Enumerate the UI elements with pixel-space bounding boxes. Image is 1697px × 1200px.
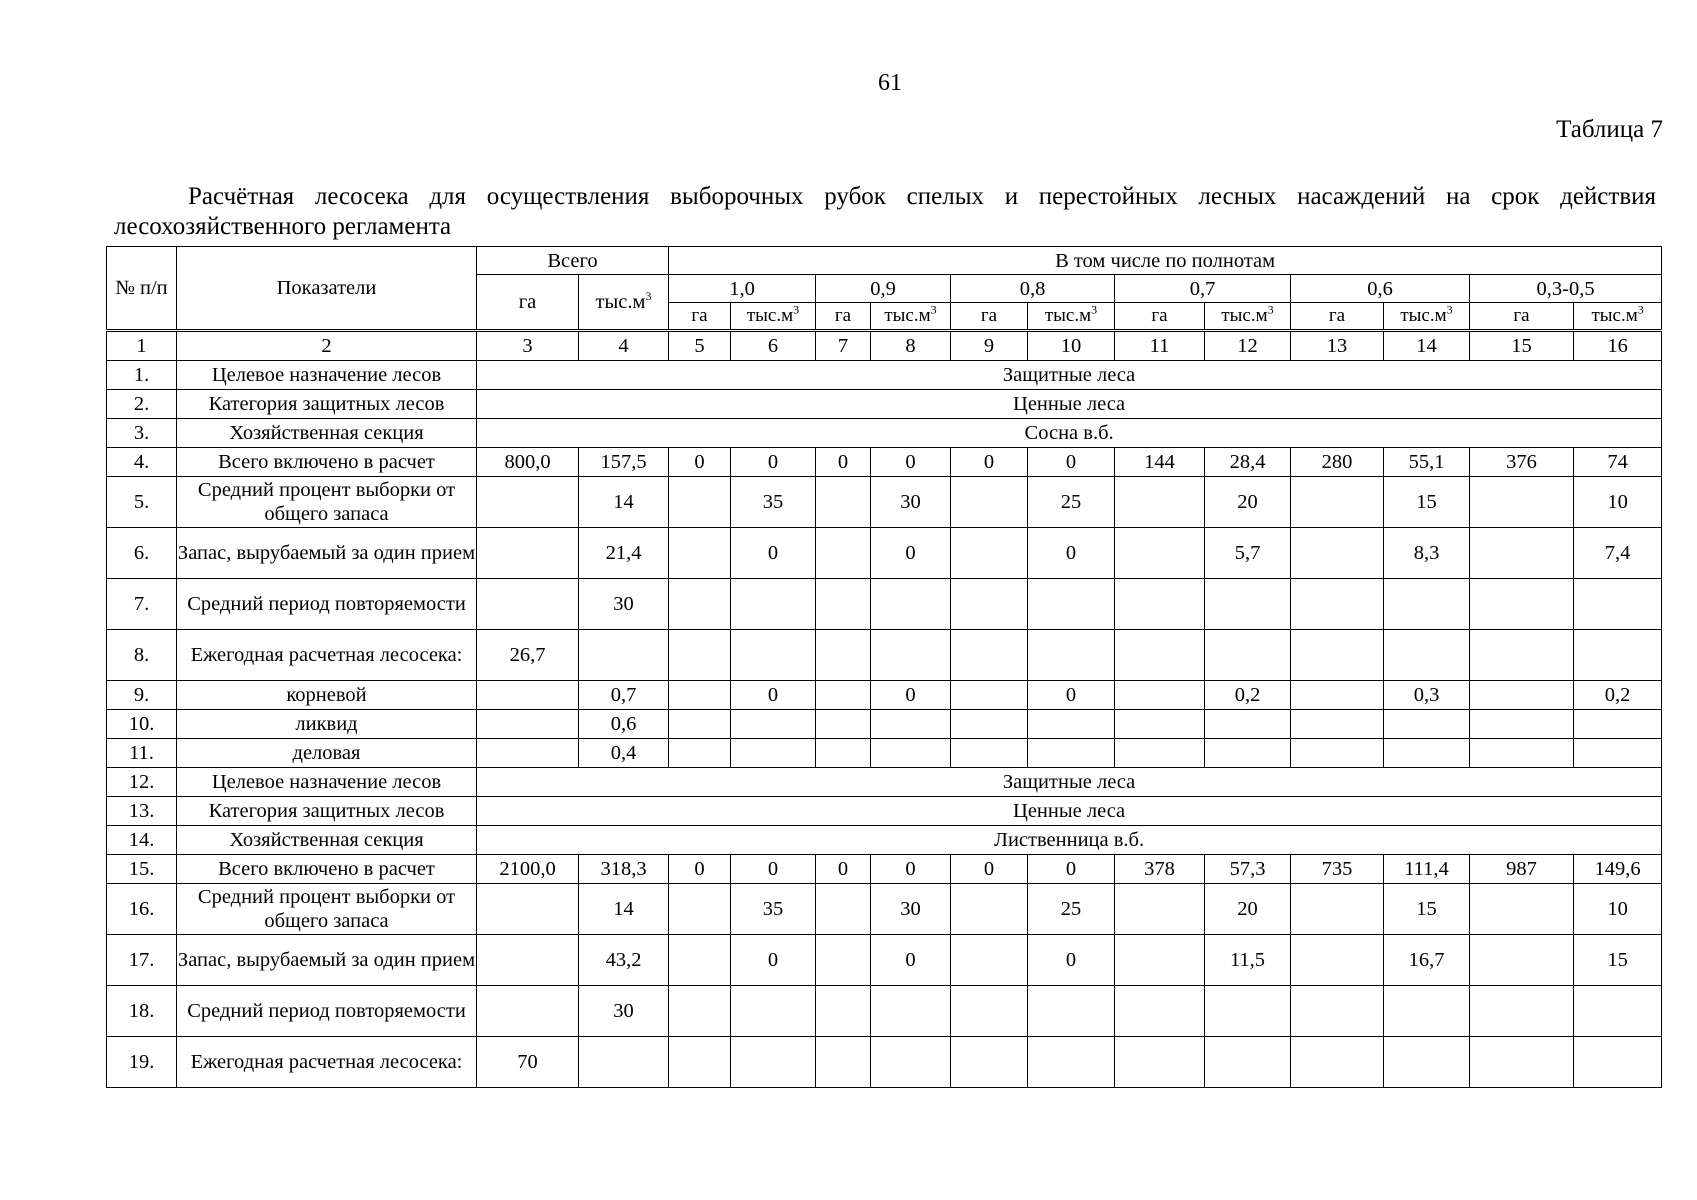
table-cell: 30: [871, 477, 951, 528]
table-cell: [1291, 681, 1384, 710]
row-label: Средний процент выборки от общего запаса: [177, 477, 477, 528]
column-number: 15: [1470, 332, 1574, 361]
table-cell: [1384, 986, 1470, 1037]
table-cell: [951, 579, 1028, 630]
column-number: 9: [951, 332, 1028, 361]
table-cell: [1205, 739, 1291, 768]
table-cell: [871, 1037, 951, 1088]
row-number: 8.: [107, 630, 177, 681]
table-cell: 55,1: [1384, 448, 1470, 477]
table-cell: [477, 579, 579, 630]
row-label: Хозяйственная секция: [177, 826, 477, 855]
table-cell: 0: [816, 855, 871, 884]
row-label: Категория защитных лесов: [177, 797, 477, 826]
table-cell: [1470, 630, 1574, 681]
table-cell: 0: [816, 448, 871, 477]
column-number: 3: [477, 332, 579, 361]
table-cell: [951, 986, 1028, 1037]
table-cell: 28,4: [1205, 448, 1291, 477]
header-unit-ha: га: [951, 303, 1028, 330]
header-unit-thous: $тыс.м^3$: [871, 303, 951, 330]
row-number: 10.: [107, 710, 177, 739]
table-cell: [669, 579, 731, 630]
header-density: 0,3-0,5: [1470, 275, 1662, 303]
row-label: корневой: [177, 681, 477, 710]
column-number: 16: [1574, 332, 1662, 361]
table-row: [107, 448, 1662, 477]
table-cell: 0,2: [1574, 681, 1662, 710]
table-cell: [871, 739, 951, 768]
row-merged-value: Защитные леса: [477, 768, 1662, 797]
table-cell: [1291, 986, 1384, 1037]
table-cell: [1470, 477, 1574, 528]
table-cell: [1384, 579, 1470, 630]
row-number: 3.: [107, 419, 177, 448]
table-cell: [1470, 710, 1574, 739]
row-number: 4.: [107, 448, 177, 477]
table-cell: [816, 986, 871, 1037]
table-row: [107, 855, 1662, 884]
table-cell: [731, 986, 816, 1037]
table-cell: 318,3: [579, 855, 669, 884]
table-cell: [1291, 935, 1384, 986]
table-cell: [951, 630, 1028, 681]
row-label: Средний период повторяемости: [177, 986, 477, 1037]
table-cell: [1115, 681, 1205, 710]
table-cell: 0: [669, 855, 731, 884]
table-cell: [1384, 710, 1470, 739]
table-cell: 30: [871, 884, 951, 935]
row-number: 6.: [107, 528, 177, 579]
table-cell: [669, 1037, 731, 1088]
column-number: 6: [731, 332, 816, 361]
header-unit-ha: га: [1470, 303, 1574, 330]
row-number: 2.: [107, 390, 177, 419]
table-cell: [871, 630, 951, 681]
table-cell: [871, 986, 951, 1037]
table-row: [107, 986, 1662, 1037]
table-cell: [1028, 630, 1115, 681]
table-cell: [1291, 579, 1384, 630]
table-cell: [1470, 739, 1574, 768]
table-row: [107, 681, 1662, 710]
table-cell: 111,4: [1384, 855, 1470, 884]
row-label: Хозяйственная секция: [177, 419, 477, 448]
table-cell: 0: [1028, 855, 1115, 884]
table-row: [107, 419, 1662, 448]
column-number: 1: [107, 332, 177, 361]
table-cell: 20: [1205, 884, 1291, 935]
column-number: 12: [1205, 332, 1291, 361]
table-cell: [1470, 884, 1574, 935]
row-label: Ежегодная расчетная лесосека:: [177, 1037, 477, 1088]
table-cell: [816, 630, 871, 681]
table-cell: [669, 681, 731, 710]
table-cell: 149,6: [1574, 855, 1662, 884]
row-label: Ежегодная расчетная лесосека:: [177, 630, 477, 681]
row-label: Всего включено в расчет: [177, 855, 477, 884]
row-label: Средний период повторяемости: [177, 579, 477, 630]
row-label: Всего включено в расчет: [177, 448, 477, 477]
table-cell: 70: [477, 1037, 579, 1088]
table-cell: 0,7: [579, 681, 669, 710]
table-cell: [816, 477, 871, 528]
table-cell: 43,2: [579, 935, 669, 986]
table-cell: [477, 739, 579, 768]
table-cell: [579, 1037, 669, 1088]
row-number: 7.: [107, 579, 177, 630]
table-cell: 987: [1470, 855, 1574, 884]
header-density: 0,9: [816, 275, 951, 303]
row-label: Категория защитных лесов: [177, 390, 477, 419]
table-cell: [1574, 1037, 1662, 1088]
column-number: 5: [669, 332, 731, 361]
table-cell: [1115, 935, 1205, 986]
table-cell: [669, 710, 731, 739]
header-unit-thous: $тыс.м^3$: [1574, 303, 1662, 330]
table-cell: 11,5: [1205, 935, 1291, 986]
row-number: 17.: [107, 935, 177, 986]
table-cell: 0: [951, 448, 1028, 477]
table-cell: 0,3: [1384, 681, 1470, 710]
row-label: деловая: [177, 739, 477, 768]
table-cell: 0: [1028, 448, 1115, 477]
table-cell: [477, 884, 579, 935]
table-cell: 25: [1028, 884, 1115, 935]
table-cell: [951, 710, 1028, 739]
row-merged-value: Лиственница в.б.: [477, 826, 1662, 855]
table-cell: 57,3: [1205, 855, 1291, 884]
row-merged-value: Защитные леса: [477, 361, 1662, 390]
table-cell: [1291, 739, 1384, 768]
table-cell: [1115, 1037, 1205, 1088]
table-cell: 0: [731, 528, 816, 579]
table-cell: [477, 528, 579, 579]
table-cell: [1028, 739, 1115, 768]
table-cell: 30: [579, 579, 669, 630]
header-unit-ha: га: [816, 303, 871, 330]
header-including: В том числе по полнотам: [669, 247, 1662, 275]
table-cell: 15: [1384, 477, 1470, 528]
table-cell: 5,7: [1205, 528, 1291, 579]
row-number: 9.: [107, 681, 177, 710]
table-cell: [1291, 630, 1384, 681]
table-cell: [477, 477, 579, 528]
table-cell: 0: [1028, 681, 1115, 710]
column-number: 10: [1028, 332, 1115, 361]
header-density: 0,8: [951, 275, 1115, 303]
page-number: 61: [878, 70, 902, 96]
table-cell: 0: [731, 681, 816, 710]
row-label: ликвид: [177, 710, 477, 739]
table-label: Таблица 7: [1556, 116, 1663, 143]
row-number: 5.: [107, 477, 177, 528]
column-number: 14: [1384, 332, 1470, 361]
table-cell: [951, 681, 1028, 710]
table-cell: [1470, 528, 1574, 579]
table-cell: [816, 1037, 871, 1088]
table-cell: [731, 1037, 816, 1088]
table-row: [107, 884, 1662, 935]
table-cell: 0: [871, 528, 951, 579]
column-number: 11: [1115, 332, 1205, 361]
column-number: 8: [871, 332, 951, 361]
table-row: [107, 1037, 1662, 1088]
table-cell: [816, 710, 871, 739]
row-merged-value: Ценные леса: [477, 797, 1662, 826]
table-cell: [1574, 986, 1662, 1037]
table-cell: [1574, 739, 1662, 768]
table-cell: 376: [1470, 448, 1574, 477]
table-cell: 14: [579, 884, 669, 935]
table-cell: [951, 1037, 1028, 1088]
table-row: [107, 361, 1662, 390]
table-cell: [1115, 739, 1205, 768]
table-cell: 0: [731, 448, 816, 477]
table-cell: [1574, 630, 1662, 681]
table-cell: 14: [579, 477, 669, 528]
allowable-cut-table: [106, 246, 1662, 1088]
row-merged-value: Ценные леса: [477, 390, 1662, 419]
column-number: 13: [1291, 332, 1384, 361]
table-cell: [951, 477, 1028, 528]
table-cell: [477, 935, 579, 986]
header-total-thous: $тыс.м^3$: [579, 275, 669, 330]
table-title: Расчётная лесосека для осуществления выборочных рубок спелых и перестойных лесных насаждений на срок действия лесохозяйственного регламента: [114, 183, 1656, 240]
table-cell: 26,7: [477, 630, 579, 681]
table-cell: [731, 630, 816, 681]
table-cell: [1470, 1037, 1574, 1088]
table-cell: 7,4: [1574, 528, 1662, 579]
table-row: [107, 630, 1662, 681]
row-number: 11.: [107, 739, 177, 768]
header-unit-thous: $тыс.м^3$: [1205, 303, 1291, 330]
table-cell: 15: [1574, 935, 1662, 986]
table-cell: [477, 986, 579, 1037]
table-cell: [669, 935, 731, 986]
table-row: [107, 935, 1662, 986]
table-cell: 378: [1115, 855, 1205, 884]
row-label: Средний процент выборки от общего запаса: [177, 884, 477, 935]
table-cell: 0,4: [579, 739, 669, 768]
table-cell: 10: [1574, 477, 1662, 528]
table-cell: [1574, 710, 1662, 739]
table-cell: [1115, 630, 1205, 681]
table-cell: [477, 710, 579, 739]
table-cell: [1291, 1037, 1384, 1088]
table-cell: [1115, 528, 1205, 579]
table-cell: [816, 884, 871, 935]
table-cell: 144: [1115, 448, 1205, 477]
table-cell: 0,6: [579, 710, 669, 739]
table-cell: [579, 630, 669, 681]
table-cell: [816, 528, 871, 579]
row-number: 12.: [107, 768, 177, 797]
table-cell: [669, 884, 731, 935]
table-cell: 0: [1028, 935, 1115, 986]
table-cell: 8,3: [1384, 528, 1470, 579]
table-cell: 0: [951, 855, 1028, 884]
table-cell: [669, 739, 731, 768]
table-cell: 10: [1574, 884, 1662, 935]
header-density: 0,6: [1291, 275, 1470, 303]
table-cell: [951, 528, 1028, 579]
table-cell: [1470, 681, 1574, 710]
table-cell: [477, 681, 579, 710]
table-cell: [1028, 579, 1115, 630]
header-unit-ha: га: [1291, 303, 1384, 330]
table-cell: [1384, 739, 1470, 768]
table-cell: 25: [1028, 477, 1115, 528]
table-cell: [1205, 986, 1291, 1037]
table-cell: [1205, 630, 1291, 681]
table-row: [107, 528, 1662, 579]
table-cell: [951, 739, 1028, 768]
table-row: [107, 739, 1662, 768]
table-cell: [1115, 579, 1205, 630]
header-unit-thous: $тыс.м^3$: [1384, 303, 1470, 330]
table-cell: 20: [1205, 477, 1291, 528]
table-cell: [816, 681, 871, 710]
table-cell: [1470, 935, 1574, 986]
row-number: 1.: [107, 361, 177, 390]
table-cell: [816, 935, 871, 986]
row-label: Запас, вырубаемый за один прием: [177, 935, 477, 986]
table-cell: [1205, 579, 1291, 630]
table-cell: 0: [731, 935, 816, 986]
table-cell: [871, 579, 951, 630]
table-cell: 0: [871, 935, 951, 986]
table-cell: [669, 986, 731, 1037]
table-row: [107, 477, 1662, 528]
table-cell: 0: [871, 681, 951, 710]
header-num: № п/п: [107, 247, 177, 330]
table-cell: [1291, 884, 1384, 935]
header-unit-ha: га: [669, 303, 731, 330]
table-cell: 30: [579, 986, 669, 1037]
table-cell: [1115, 884, 1205, 935]
header-total-ha: га: [477, 275, 579, 330]
table-cell: 0: [871, 448, 951, 477]
table-cell: [816, 739, 871, 768]
table-row: [107, 710, 1662, 739]
table-row: [107, 768, 1662, 797]
table-cell: [1291, 528, 1384, 579]
table-cell: 800,0: [477, 448, 579, 477]
table-cell: 0,2: [1205, 681, 1291, 710]
table-row: [107, 797, 1662, 826]
table-cell: [1205, 1037, 1291, 1088]
table-cell: [816, 579, 871, 630]
table-row: [107, 390, 1662, 419]
table-cell: 35: [731, 477, 816, 528]
table-cell: [731, 710, 816, 739]
table-cell: 74: [1574, 448, 1662, 477]
table-cell: [1291, 477, 1384, 528]
column-number: 4: [579, 332, 669, 361]
table-cell: [1574, 579, 1662, 630]
header-unit-ha: га: [1115, 303, 1205, 330]
table-cell: 0: [871, 855, 951, 884]
table-cell: [1115, 477, 1205, 528]
table-cell: 157,5: [579, 448, 669, 477]
table-cell: 0: [669, 448, 731, 477]
table-cell: 35: [731, 884, 816, 935]
table-cell: [669, 477, 731, 528]
table-cell: [951, 935, 1028, 986]
table-row: [107, 826, 1662, 855]
table-cell: [731, 739, 816, 768]
row-number: 19.: [107, 1037, 177, 1088]
table-cell: [1205, 710, 1291, 739]
row-number: 13.: [107, 797, 177, 826]
row-label: Целевое назначение лесов: [177, 361, 477, 390]
header-unit-thous: $тыс.м^3$: [731, 303, 816, 330]
table-cell: [1384, 1037, 1470, 1088]
table-cell: [1291, 710, 1384, 739]
table-cell: 15: [1384, 884, 1470, 935]
column-number: 2: [177, 332, 477, 361]
table-cell: [1028, 710, 1115, 739]
header-unit-thous: $тыс.м^3$: [1028, 303, 1115, 330]
table-cell: [1470, 579, 1574, 630]
table-cell: 735: [1291, 855, 1384, 884]
table-cell: [871, 710, 951, 739]
row-number: 18.: [107, 986, 177, 1037]
table-cell: 16,7: [1384, 935, 1470, 986]
table-cell: [1115, 986, 1205, 1037]
row-number: 14.: [107, 826, 177, 855]
table-cell: 0: [731, 855, 816, 884]
table-cell: [669, 630, 731, 681]
table-cell: [1028, 986, 1115, 1037]
table-cell: [1115, 710, 1205, 739]
table-cell: 21,4: [579, 528, 669, 579]
table-cell: 2100,0: [477, 855, 579, 884]
table-cell: [731, 579, 816, 630]
column-number: 7: [816, 332, 871, 361]
table-cell: [951, 884, 1028, 935]
table-row: [107, 579, 1662, 630]
table-cell: 0: [1028, 528, 1115, 579]
header-density: 1,0: [669, 275, 816, 303]
table-cell: [1384, 630, 1470, 681]
row-label: Запас, вырубаемый за один прием: [177, 528, 477, 579]
table-cell: [1028, 1037, 1115, 1088]
header-total: Всего: [477, 247, 669, 275]
row-label: Целевое назначение лесов: [177, 768, 477, 797]
table-cell: [669, 528, 731, 579]
row-number: 15.: [107, 855, 177, 884]
table-cell: 280: [1291, 448, 1384, 477]
row-merged-value: Сосна в.б.: [477, 419, 1662, 448]
header-density: 0,7: [1115, 275, 1291, 303]
row-number: 16.: [107, 884, 177, 935]
table-cell: [1470, 986, 1574, 1037]
header-indicators: Показатели: [177, 247, 477, 330]
